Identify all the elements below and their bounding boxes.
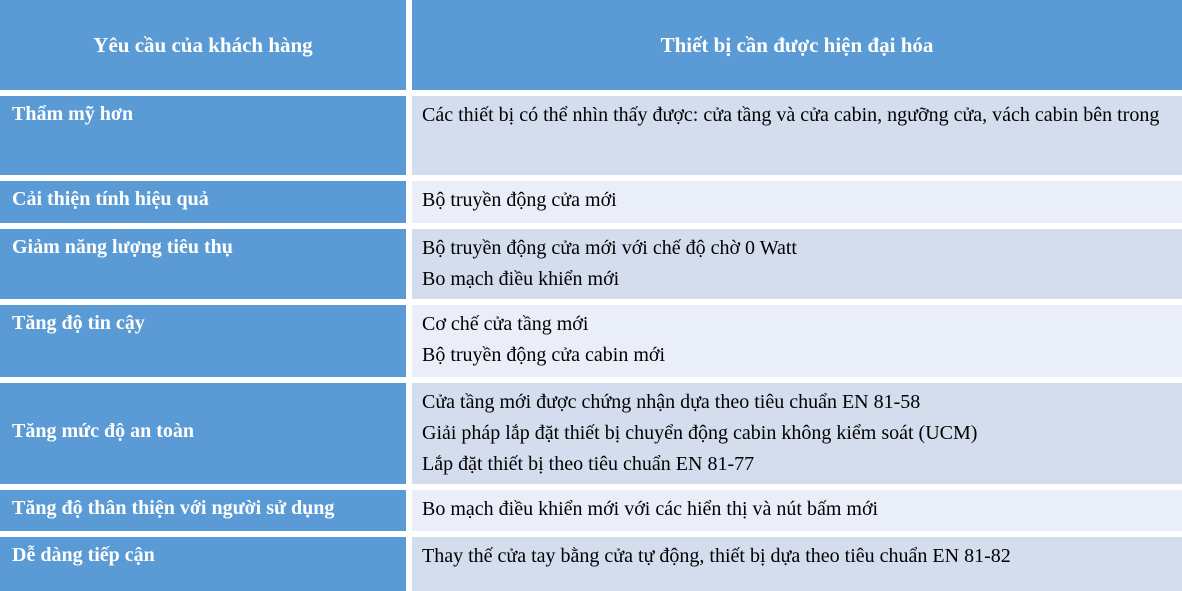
equipment-cell [412, 229, 1182, 299]
requirement-cell [0, 229, 406, 299]
requirement-label: Dễ dàng tiếp cận [12, 544, 155, 566]
requirement-label: Tăng độ thân thiện với người sử dụng [12, 497, 335, 519]
header-label-equipment-to-modernize: Thiết bị cần được hiện đại hóa [660, 32, 934, 57]
equipment-cell [412, 305, 1182, 377]
requirement-label: Tăng độ tin cậy [12, 312, 145, 334]
header-label-customer-requirements: Yêu cầu của khách hàng [93, 32, 313, 57]
equipment-cell [412, 537, 1182, 591]
equipment-line: Các thiết bị có thể nhìn thấy được: cửa tầng và cửa cabin, ngưỡng cửa, vách cabin bên trong [422, 104, 1160, 126]
equipment-line: Bộ truyền động cửa cabin mới [422, 344, 666, 366]
requirement-label: Thẩm mỹ hơn [12, 103, 134, 125]
header-cell-equipment-to-modernize [412, 0, 1182, 90]
table-row [0, 537, 1182, 591]
table-row [0, 181, 1182, 223]
equipment-line: Cửa tầng mới được chứng nhận dựa theo tiêu chuẩn EN 81-58 [422, 391, 921, 413]
table-header-row [0, 0, 1182, 90]
equipment-line: Cơ chế cửa tầng mới [422, 313, 589, 335]
requirement-label: Giảm năng lượng tiêu thụ [12, 236, 233, 258]
requirement-cell [0, 181, 406, 223]
equipment-line: Giải pháp lắp đặt thiết bị chuyển động cabin không kiểm soát (UCM) [422, 422, 978, 444]
equipment-line: Bộ truyền động cửa mới với chế độ chờ 0 Watt [422, 237, 797, 259]
equipment-cell [412, 490, 1182, 531]
requirement-cell [0, 537, 406, 591]
requirement-cell [0, 383, 406, 484]
equipment-cell [412, 96, 1182, 175]
table-row [0, 490, 1182, 531]
equipment-line: Bộ truyền động cửa mới [422, 189, 617, 211]
equipment-line: Bo mạch điều khiển mới với các hiển thị và nút bấm mới [422, 498, 879, 520]
requirement-cell [0, 490, 406, 531]
requirement-cell [0, 96, 406, 175]
table-row [0, 305, 1182, 377]
requirement-label: Cải thiện tính hiệu quả [12, 188, 209, 210]
equipment-cell [412, 383, 1182, 484]
equipment-line: Bo mạch điều khiển mới [422, 268, 620, 290]
header-cell-customer-requirements [0, 0, 406, 90]
table-row [0, 383, 1182, 484]
requirement-cell [0, 305, 406, 377]
equipment-line: Lắp đặt thiết bị theo tiêu chuẩn EN 81-77 [422, 453, 755, 475]
equipment-cell [412, 181, 1182, 223]
requirement-label: Tăng mức độ an toàn [12, 419, 195, 442]
equipment-line: Thay thế cửa tay bằng cửa tự động, thiết bị dựa theo tiêu chuẩn EN 81-82 [422, 545, 1011, 567]
table-row [0, 229, 1182, 299]
table-row [0, 96, 1182, 175]
